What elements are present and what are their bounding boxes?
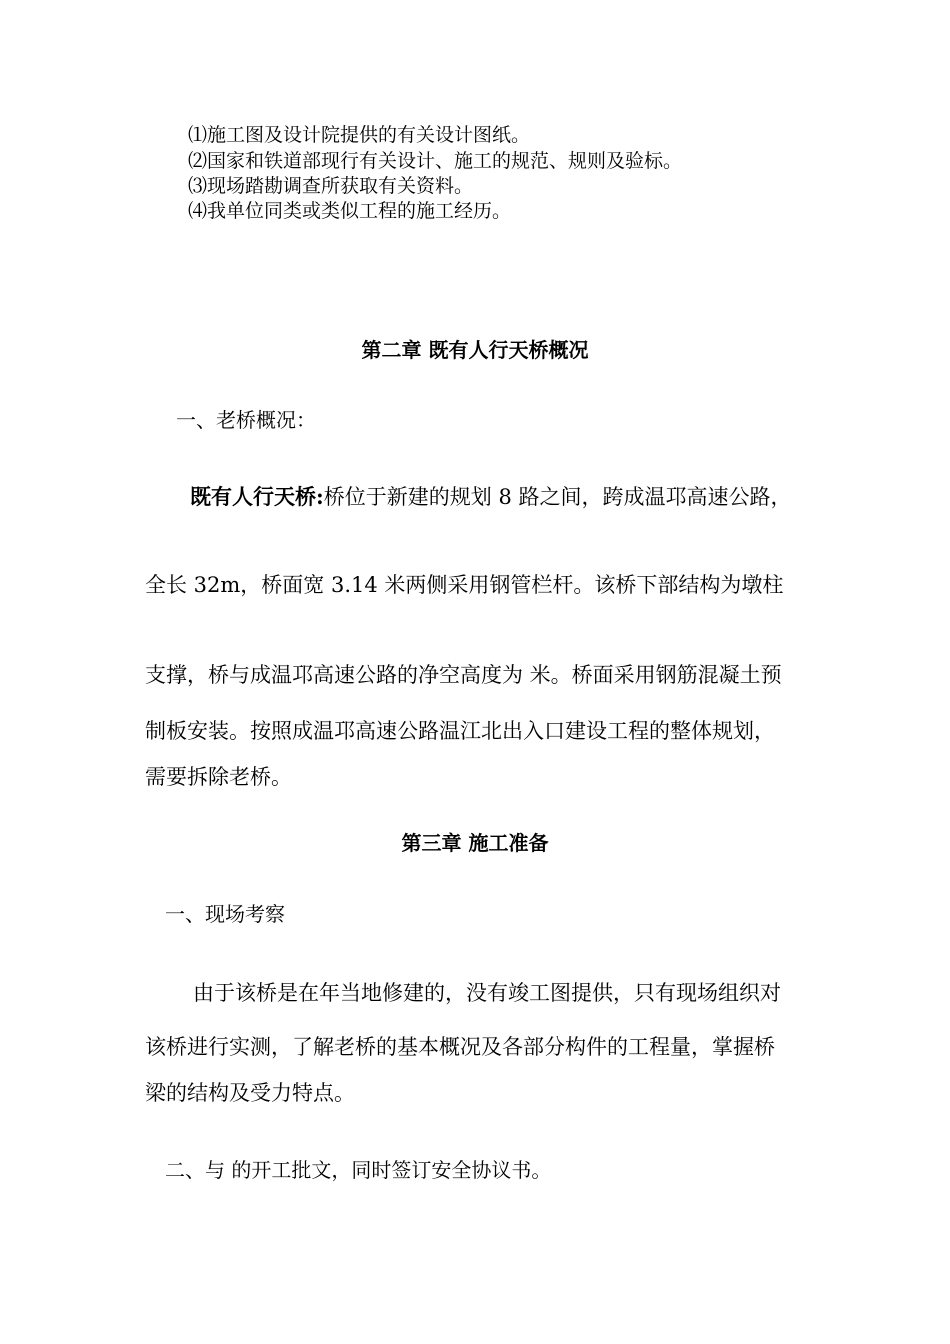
reference-item-1: ⑴施工图及设计院提供的有关设计图纸。 xyxy=(188,124,531,146)
lead-term: 既有人行天桥: xyxy=(190,484,324,509)
section-old-bridge-heading: 一、老桥概况： xyxy=(176,408,316,432)
paragraph-line: 由于该桥是在年当地修建的，没有竣工图提供，只有现场组织对 xyxy=(193,981,781,1005)
paragraph-line: 支撑，桥与成温邛高速公路的净空高度为 米。桥面采用钢筋混凝土预 xyxy=(145,663,782,687)
section-site-survey-heading: 一、现场考察 xyxy=(165,902,285,926)
reference-item-3: ⑶现场踏勘调查所获取有关资料。 xyxy=(188,175,474,197)
paragraph-line: 需要拆除老桥。 xyxy=(145,765,292,789)
paragraph-line: 该桥进行实测，了解老桥的基本概况及各部分构件的工程量，掌握桥 xyxy=(145,1035,775,1059)
paragraph-line xyxy=(190,486,791,508)
chapter-2-title: 第二章 既有人行天桥概况 xyxy=(361,338,589,362)
chapter-3-title: 第三章 施工准备 xyxy=(401,831,549,855)
paragraph-line: 全长 32m，桥面宽 3.14 米两侧采用钢管栏杆。该桥下部结构为墩柱 xyxy=(145,573,784,597)
section-approval-heading: 二、与 的开工批文，同时签订安全协议书。 xyxy=(165,1158,552,1182)
reference-item-2: ⑵国家和铁道部现行有关设计、施工的规范、规则及验标。 xyxy=(188,150,683,172)
paragraph-line: 梁的结构及受力特点。 xyxy=(145,1081,355,1105)
reference-item-4: ⑷我单位同类或类似工程的施工经历。 xyxy=(188,200,512,222)
paragraph-text: 桥位于新建的规划 8 路之间，跨成温邛高速公路， xyxy=(323,485,792,509)
paragraph-line: 制板安装。按照成温邛高速公路温江北出入口建设工程的整体规划， xyxy=(145,719,775,743)
